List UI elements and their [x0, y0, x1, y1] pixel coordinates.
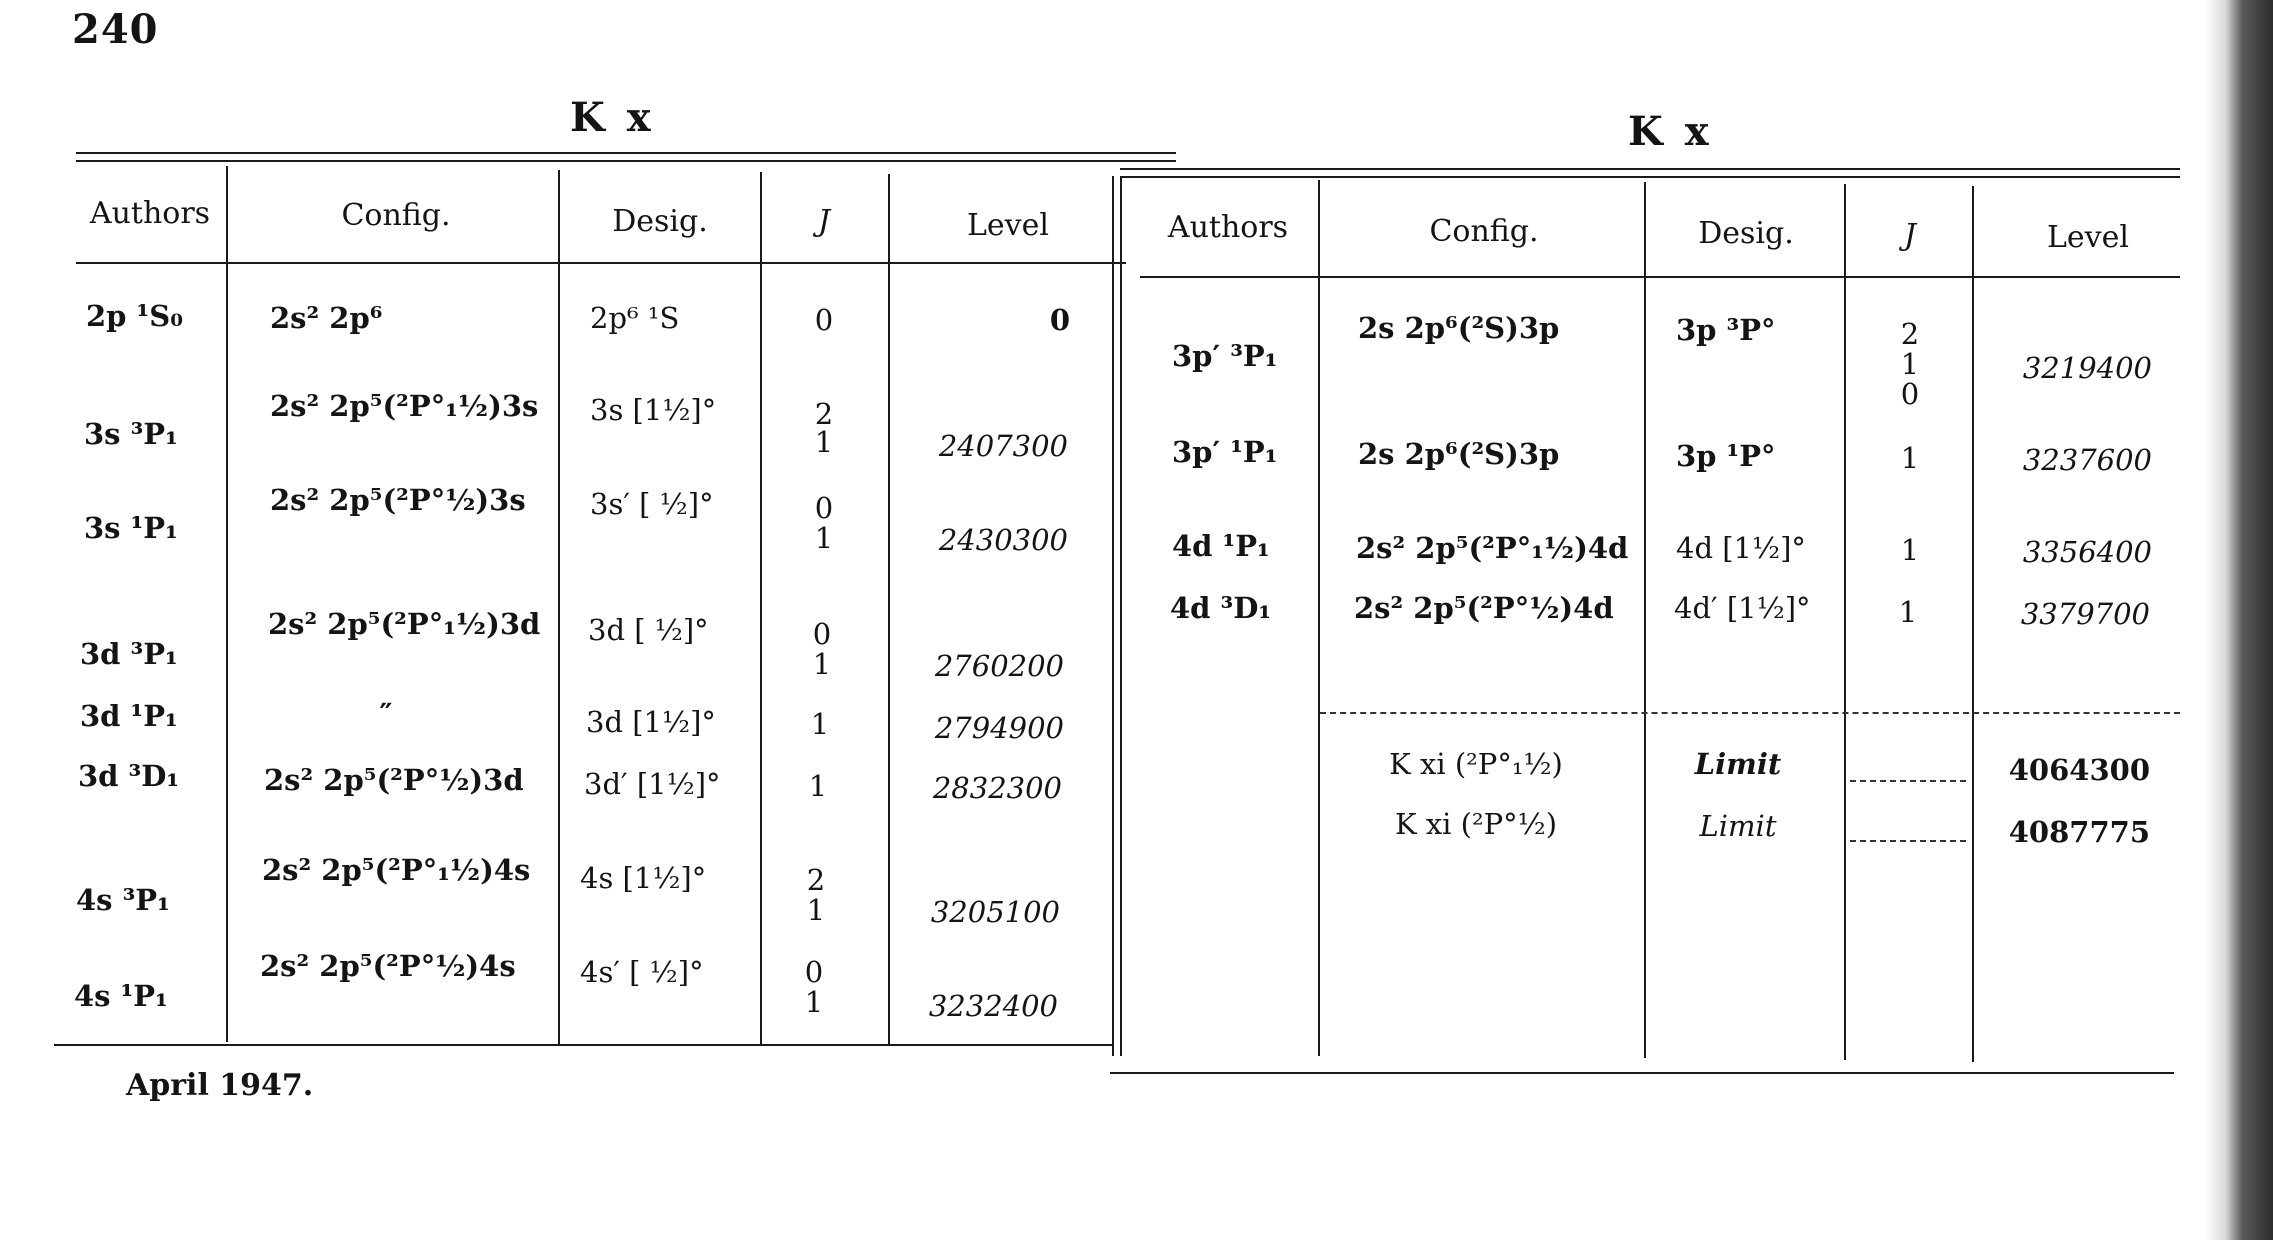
table-row-j: 0 — [814, 303, 834, 337]
table-row-level: 3379700 — [2020, 597, 2150, 631]
table-row-desig: 3s [1½]° — [590, 393, 717, 427]
table-row-j: 1 — [806, 893, 826, 927]
column-rule — [226, 166, 228, 1042]
header-desig: Desig. — [1698, 216, 1794, 251]
table-row-authors: 3s ¹P₁ — [84, 511, 178, 545]
header-j: J — [817, 204, 831, 239]
table-row-desig: 4s [1½]° — [580, 861, 707, 895]
table-row-config: 2s 2p⁶(²S)3p — [1358, 437, 1560, 471]
table-row-level: 2794900 — [934, 711, 1064, 745]
column-rule — [760, 172, 762, 1044]
limit-dash — [1850, 780, 1966, 782]
table-row-authors: 3d ¹P₁ — [80, 699, 178, 733]
table-row-j: 1 — [1900, 533, 1920, 567]
table-row-authors: 3p′ ³P₁ — [1172, 339, 1278, 373]
table-row-authors: 3p′ ¹P₁ — [1172, 435, 1278, 469]
table-top-rule — [1120, 176, 2180, 178]
table-row-j: 0 — [804, 955, 824, 989]
column-rule — [1112, 176, 1114, 1056]
table-row-j: 0 — [1900, 377, 1920, 411]
table-row-j: 2 — [1900, 317, 1920, 351]
scan-edge — [2205, 0, 2273, 1240]
header-level: Level — [2047, 220, 2129, 255]
limit-label: Limit — [1694, 747, 1782, 781]
table-row-j: 1 — [1900, 347, 1920, 381]
footer-date: April 1947. — [126, 1068, 314, 1103]
column-rule — [1318, 180, 1320, 1056]
table-row-j: 1 — [1900, 441, 1920, 475]
table-row-j: 1 — [808, 769, 828, 803]
table-row-desig: 4d′ [1½]° — [1674, 591, 1811, 625]
table-row-authors: 4d ³D₁ — [1170, 591, 1272, 625]
table-row-j: 1 — [814, 521, 834, 555]
column-rule — [1972, 186, 1974, 1062]
limit-separator — [1320, 712, 2180, 714]
table-row-desig: 3d [1½]° — [586, 705, 716, 739]
left-table-title: K x — [570, 94, 655, 141]
header-rule — [76, 262, 1126, 264]
header-rule — [1140, 276, 2180, 278]
table-row-desig: 2p⁶ ¹S — [590, 301, 680, 335]
table-row-authors: 4d ¹P₁ — [1172, 529, 1270, 563]
table-row-level: 2832300 — [932, 771, 1062, 805]
table-row-authors: 2p ¹S₀ — [86, 299, 183, 333]
table-row-j: 1 — [814, 425, 834, 459]
table-row-authors: 3s ³P₁ — [84, 417, 178, 451]
table-row-j: 1 — [810, 707, 830, 741]
table-bottom-rule — [54, 1044, 1114, 1046]
table-row-desig: 3d′ [1½]° — [584, 767, 721, 801]
table-row-desig: 3d [ ½]° — [588, 613, 709, 647]
table-row-level: 2407300 — [938, 429, 1068, 463]
table-row-j: 1 — [1898, 595, 1918, 629]
header-config: Config. — [341, 198, 451, 233]
table-top-rule — [76, 152, 1176, 154]
table-row-config: 2s² 2p⁶ — [270, 301, 383, 335]
right-table-title: K x — [1628, 108, 1713, 155]
header-desig: Desig. — [612, 204, 708, 239]
table-row-j: 2 — [814, 397, 834, 431]
table-row-config: 2s² 2p⁵(²P°½)4s — [260, 949, 516, 983]
table-row-level: 3232400 — [928, 989, 1058, 1023]
limit-dash — [1850, 840, 1966, 842]
column-rule — [558, 170, 560, 1044]
table-row-level: 3219400 — [2022, 351, 2152, 385]
table-row-config: 2s² 2p⁵(²P°₁½)3s — [270, 389, 539, 423]
table-row-desig: 4s′ [ ½]° — [580, 955, 704, 989]
table-row-desig: 3p ¹P° — [1676, 439, 1776, 473]
table-row-j: 2 — [806, 863, 826, 897]
table-row-level: 0 — [1049, 303, 1070, 337]
table-row-authors: 3d ³P₁ — [80, 637, 178, 671]
table-row-authors: 4s ³P₁ — [76, 883, 170, 917]
table-row-j: 0 — [812, 617, 832, 651]
table-row-config: 2s² 2p⁵(²P°½)3s — [270, 483, 526, 517]
limit-config: K xi (²P°½) — [1394, 807, 1558, 841]
limit-config: K xi (²P°₁½) — [1389, 747, 1563, 781]
header-level: Level — [967, 208, 1049, 243]
table-row-level: 2430300 — [938, 523, 1068, 557]
table-row-desig: 4d [1½]° — [1676, 531, 1806, 565]
header-authors: Authors — [1167, 210, 1289, 245]
column-rule — [888, 174, 890, 1044]
header-j: J — [1903, 218, 1917, 253]
table-top-rule — [1120, 168, 2180, 170]
table-row-level: 3237600 — [2022, 443, 2152, 477]
limit-label: Limit — [1699, 809, 1777, 843]
header-config: Config. — [1429, 214, 1539, 249]
table-row-config: 2s² 2p⁵(²P°½)3d — [264, 763, 524, 797]
table-row-authors: 4s ¹P₁ — [74, 979, 168, 1013]
column-rule — [1844, 184, 1846, 1060]
column-rule — [1120, 176, 1122, 1056]
table-row-authors: 3d ³D₁ — [78, 759, 180, 793]
table-row-config: 2s² 2p⁵(²P°₁½)4d — [1356, 531, 1629, 565]
table-row-j: 0 — [814, 491, 834, 525]
table-row-level: 3205100 — [930, 895, 1060, 929]
table-row-desig: 3s′ [ ½]° — [590, 487, 714, 521]
table-row-config: 2s² 2p⁵(²P°₁½)3d — [268, 607, 541, 641]
table-row-config: 2s² 2p⁵(²P°½)4d — [1354, 591, 1614, 625]
table-row-config: 2s² 2p⁵(²P°₁½)4s — [262, 853, 531, 887]
column-rule — [1644, 182, 1646, 1058]
table-row-j: 1 — [804, 985, 824, 1019]
table-row-desig: 3p ³P° — [1676, 313, 1776, 347]
table-row-level: 2760200 — [934, 649, 1064, 683]
table-row-config: 2s 2p⁶(²S)3p — [1358, 311, 1560, 345]
table-row-config: ″ — [379, 697, 393, 731]
table-bottom-rule — [1110, 1072, 2174, 1074]
limit-level: 4087775 — [2008, 815, 2150, 849]
table-row-level: 3356400 — [2022, 535, 2152, 569]
header-authors: Authors — [89, 196, 211, 231]
table-top-rule — [76, 160, 1176, 162]
page-number: 240 — [72, 6, 159, 53]
limit-level: 4064300 — [2008, 753, 2150, 787]
table-row-j: 1 — [812, 647, 832, 681]
